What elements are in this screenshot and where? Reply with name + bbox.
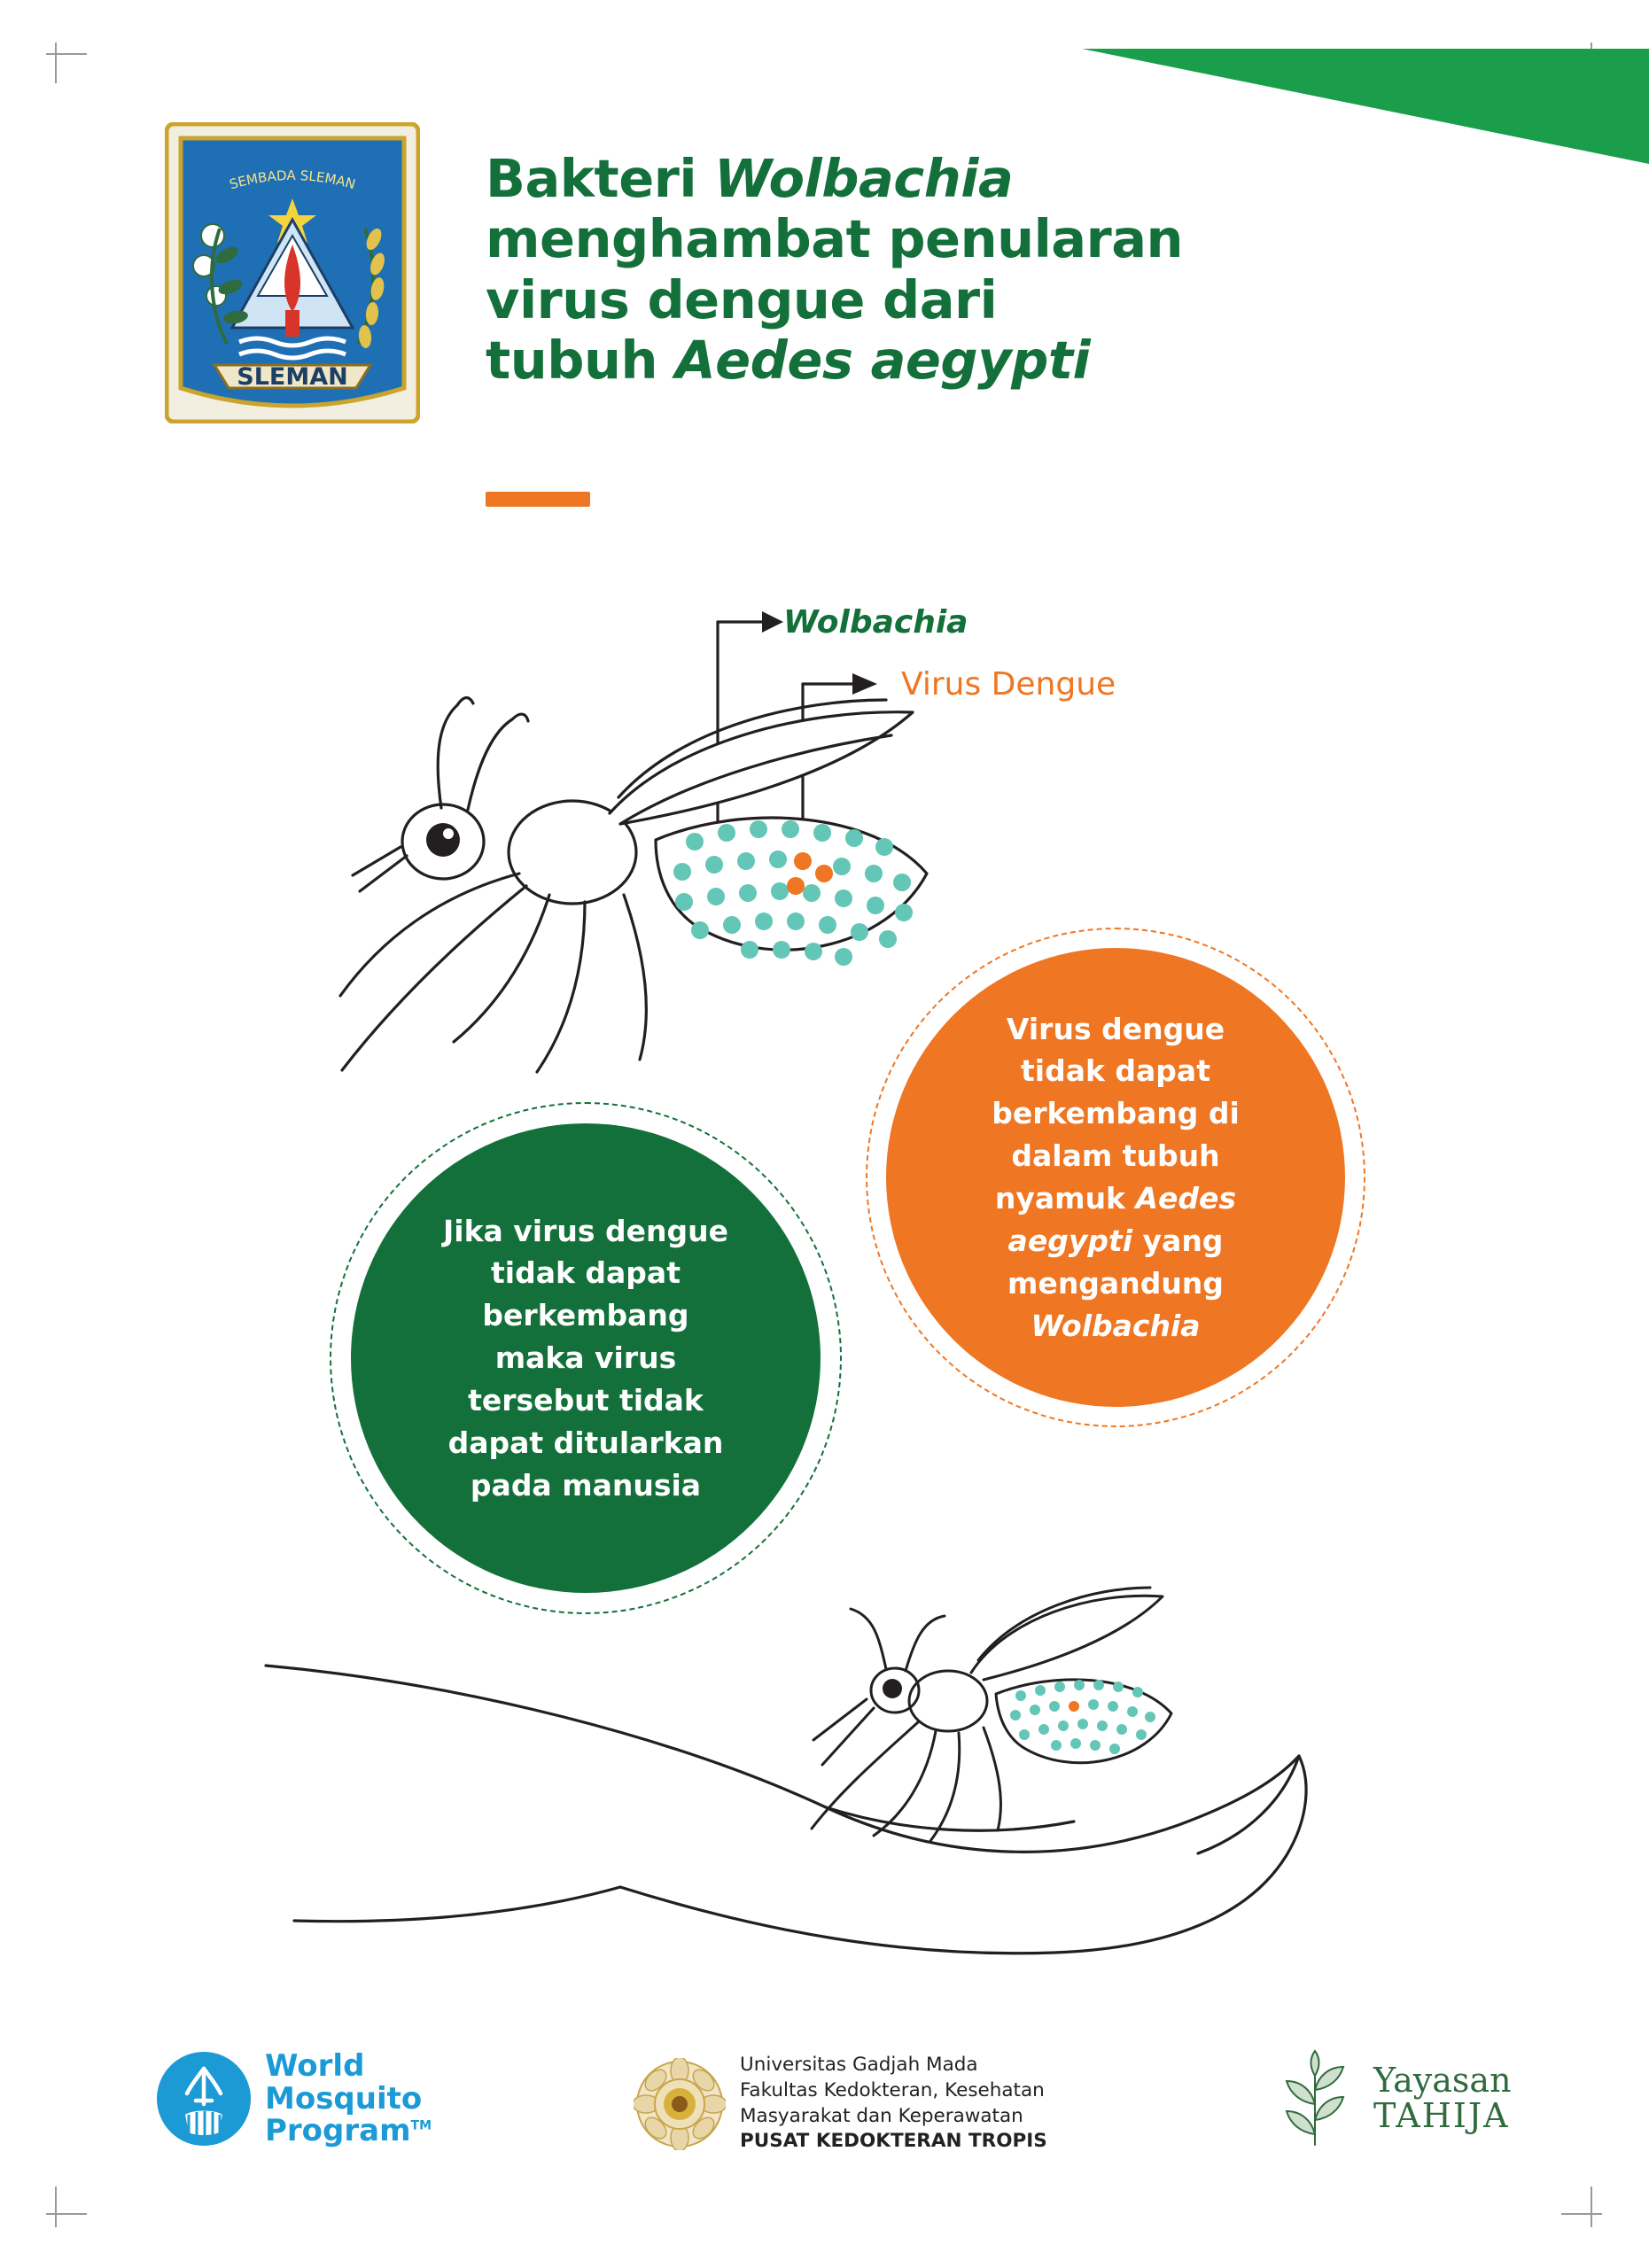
footer-logos — [0, 2033, 1649, 2210]
headline-line-4-plain: tubuh — [486, 330, 675, 392]
wmp-tm: TM — [410, 2119, 432, 2134]
ugm-line-1: Universitas Gadjah Mada — [740, 2054, 978, 2076]
tahija-line-1: Yayasan — [1373, 2061, 1512, 2101]
headline-line-1 — [486, 149, 1425, 209]
orange-line-6-italic: aegypti — [1007, 1223, 1133, 1258]
orange-line-2: tidak dapat — [1021, 1053, 1210, 1089]
green-wedge-decoration — [1082, 49, 1649, 164]
orange-rule-divider — [486, 492, 590, 507]
world-mosquito-program-logo — [155, 2049, 432, 2148]
orange-line-5-italic: Aedes — [1135, 1181, 1237, 1216]
headline-line-1-plain: Bakteri — [486, 148, 715, 209]
headline-line-4 — [486, 330, 1425, 391]
orange-line-1: Virus dengue — [1006, 1011, 1225, 1046]
label-virus-dengue: Virus Dengue — [901, 666, 1116, 703]
headline-line-3: virus dengue dari — [486, 268, 998, 330]
orange-line-8 — [992, 1305, 1240, 1348]
green-line-7: pada manusia — [470, 1467, 702, 1503]
green-line-1: Jika virus dengue — [442, 1213, 728, 1248]
svg-text:SLEMAN: SLEMAN — [237, 363, 348, 391]
wmp-line-2: Mosquito — [265, 2080, 423, 2117]
headline-line-2: menghambat penularan — [486, 208, 1184, 270]
orange-line-5 — [992, 1177, 1240, 1220]
wmp-line-1: World — [265, 2047, 365, 2084]
orange-line-8-italic: Wolbachia — [1031, 1308, 1201, 1343]
green-line-2: tidak dapat — [491, 1255, 681, 1291]
yayasan-tahija-logo — [1267, 2049, 1512, 2148]
ugm-emblem-icon — [634, 2058, 726, 2150]
page-title — [486, 149, 1425, 392]
label-wolbachia: Wolbachia — [783, 604, 968, 641]
wmp-mark-icon — [155, 2049, 253, 2148]
svg-text:SEMBADA SLEMAN: SEMBADA SLEMAN — [227, 167, 358, 193]
dengue-dots-bottom — [1069, 1701, 1079, 1712]
orange-line-6 — [992, 1220, 1240, 1262]
tahija-line-2: TAHIJA — [1373, 2096, 1510, 2135]
wmp-line-3: Program — [265, 2113, 411, 2149]
callout-circle-orange — [886, 948, 1345, 1407]
ugm-line-4: PUSAT KEDOKTERAN TROPIS — [740, 2130, 1047, 2153]
ugm-line-2: Fakultas Kedokteran, Kesehatan — [740, 2078, 1045, 2101]
dengue-dots-top — [787, 852, 833, 895]
green-line-4: maka virus — [494, 1340, 677, 1376]
orange-line-5-plain: nyamuk — [994, 1181, 1136, 1216]
wolbachia-dots-top — [673, 820, 913, 966]
orange-line-3: berkembang di — [992, 1096, 1240, 1131]
orange-line-4: dalam tubuh — [1011, 1138, 1220, 1174]
ugm-logo — [634, 2053, 1047, 2155]
green-line-3: berkembang — [482, 1298, 689, 1333]
sleman-emblem-logo — [165, 122, 420, 423]
green-line-5: tersebut tidak — [468, 1382, 704, 1418]
headline-line-1-italic: Wolbachia — [714, 148, 1014, 209]
tahija-leaf-icon — [1267, 2049, 1363, 2148]
wolbachia-dots-bottom — [1010, 1680, 1155, 1754]
orange-line-6-plain: yang — [1132, 1223, 1224, 1258]
green-line-6: dapat ditularkan — [447, 1425, 724, 1460]
headline-line-4-italic: Aedes aegypti — [675, 330, 1091, 392]
orange-line-7: mengandung — [1007, 1265, 1224, 1301]
ugm-line-3: Masyarakat dan Keperawatan — [740, 2104, 1023, 2127]
callout-circle-green — [351, 1123, 821, 1593]
